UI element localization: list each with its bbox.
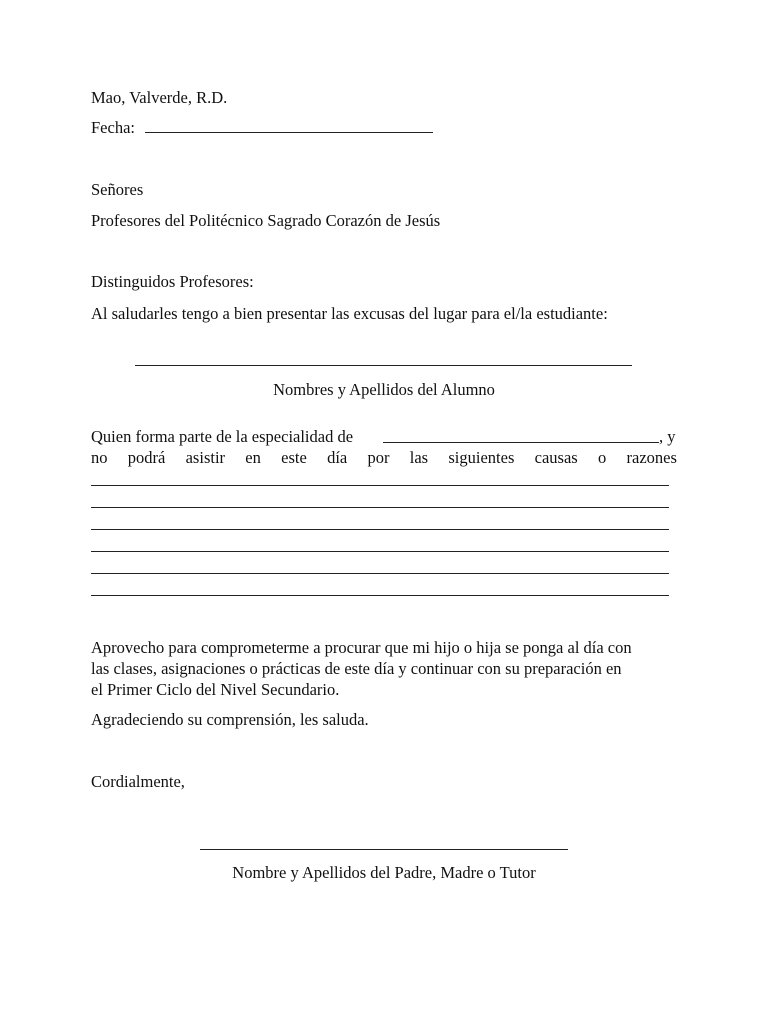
- commitment-line: las clases, asignaciones o prácticas de este día y continuar con su preparación en: [91, 659, 622, 678]
- reasons-blank-line[interactable]: [91, 595, 669, 596]
- place-line: Mao, Valverde, R.D.: [91, 88, 228, 107]
- reasons-word: en: [245, 448, 261, 467]
- recipient-name: Profesores del Politécnico Sagrado Corazón de Jesús: [91, 211, 441, 230]
- reasons-word: no: [91, 448, 108, 467]
- reasons-word: podrá: [127, 448, 166, 467]
- reasons-word: las: [409, 448, 429, 467]
- date-label: Fecha:: [91, 118, 135, 137]
- reasons-word: razones: [626, 448, 677, 467]
- greeting-title: Señores: [91, 180, 144, 199]
- reasons-blank-line[interactable]: [91, 529, 669, 530]
- intro-paragraph: Al saludarles tengo a bien presentar las excusas del lugar para el/la estudiante:: [91, 304, 608, 323]
- reasons-blank-line[interactable]: [91, 507, 669, 508]
- reasons-word: o: [597, 448, 607, 467]
- reasons-blank-line[interactable]: [91, 551, 669, 552]
- sign-off: Cordialmente,: [91, 772, 185, 791]
- reasons-blank-line[interactable]: [91, 573, 669, 574]
- specialty-suffix: , y: [659, 427, 676, 446]
- specialty-prefix: Quien forma parte de la especialidad de: [91, 427, 354, 446]
- signature-caption: Nombre y Apellidos del Padre, Madre o Tutor: [232, 863, 536, 882]
- reasons-word: causas: [534, 448, 578, 467]
- salutation: Distinguidos Profesores:: [91, 272, 254, 291]
- student-name-blank-line[interactable]: [135, 365, 632, 366]
- reasons-word: por: [367, 448, 390, 467]
- specialty-blank-line[interactable]: [383, 442, 659, 443]
- reasons-line: [91, 448, 677, 468]
- student-name-caption: Nombres y Apellidos del Alumno: [273, 380, 495, 399]
- thanks-line: Agradeciendo su comprensión, les saluda.: [91, 710, 369, 729]
- reasons-word: día: [327, 448, 348, 467]
- reasons-blank-line[interactable]: [91, 485, 669, 486]
- reasons-word: siguientes: [448, 448, 515, 467]
- signature-blank-line[interactable]: [200, 849, 568, 850]
- commitment-line: Aprovecho para comprometerme a procurar que mi hijo o hija se ponga al día con: [91, 638, 632, 657]
- reasons-word: asistir: [185, 448, 226, 467]
- commitment-line: el Primer Ciclo del Nivel Secundario.: [91, 680, 340, 699]
- reasons-word: este: [281, 448, 307, 467]
- date-blank-line[interactable]: [145, 132, 433, 133]
